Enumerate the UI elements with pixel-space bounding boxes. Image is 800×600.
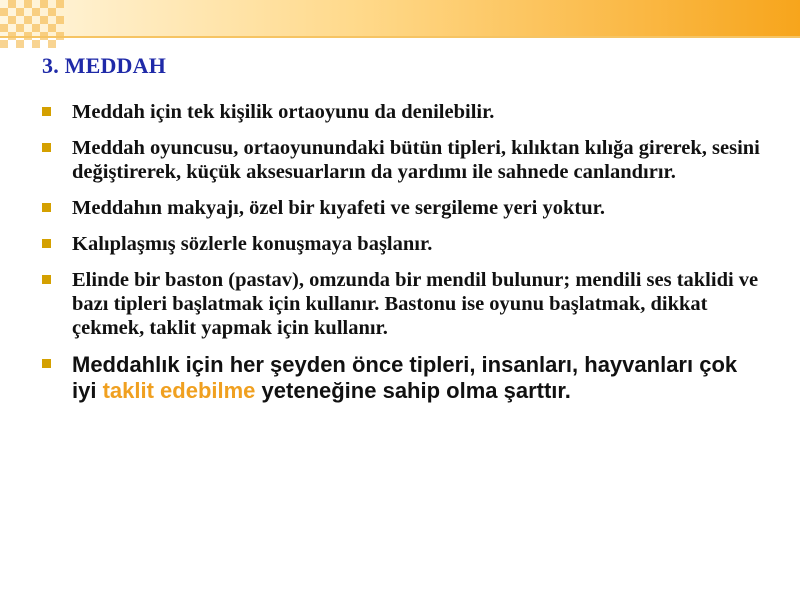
bullet-text bbox=[72, 352, 762, 404]
bullet-item-emphasis bbox=[42, 352, 762, 404]
square-bullet-icon bbox=[42, 359, 51, 368]
bullet-text: Elinde bir baston (pastav), omzunda bir mendil bulunur; mendili ses taklidi ve bazı tipleri başlatmak için kullanır. Bastonu ise oyunu başlatmak, dikkat çekmek, taklit yapmak için kullanır. bbox=[72, 269, 759, 339]
bullet-text: Meddahın makyajı, özel bir kıyafeti ve sergileme yeri yoktur. bbox=[72, 197, 605, 219]
bullet-list bbox=[42, 100, 762, 416]
bullet-item bbox=[42, 268, 762, 340]
square-bullet-icon bbox=[42, 143, 51, 152]
bullet-item bbox=[42, 100, 762, 124]
bullet-text-end: yeteneğine sahip olma şarttır. bbox=[255, 378, 571, 403]
square-bullet-icon bbox=[42, 275, 51, 284]
square-bullet-icon bbox=[42, 203, 51, 212]
bullet-item bbox=[42, 136, 762, 184]
bullet-text: Meddah oyuncusu, ortaoyunundaki bütün tipleri, kılıktan kılığa girerek, sesini değiştirerek, küçük aksesuarların da yardımı ile sahnede canlandırır. bbox=[72, 137, 760, 183]
bullet-item bbox=[42, 232, 762, 256]
bullet-text: Kalıplaşmış sözlerle konuşmaya başlanır. bbox=[72, 233, 433, 255]
header-divider bbox=[0, 36, 800, 38]
square-bullet-icon bbox=[42, 239, 51, 248]
slide-title: 3. MEDDAH bbox=[42, 53, 167, 78]
highlighted-phrase: taklit edebilme bbox=[102, 378, 256, 403]
checker-pattern-decoration bbox=[0, 0, 64, 48]
bullet-item bbox=[42, 196, 762, 220]
bullet-text: Meddah için tek kişilik ortaoyunu da denilebilir. bbox=[72, 101, 495, 123]
header-gradient-band bbox=[0, 0, 800, 36]
square-bullet-icon bbox=[42, 107, 51, 116]
bullet-text-start: Meddahlık için her şeyden önce tipleri, insanları, hayvanları çok iyi bbox=[72, 352, 738, 403]
